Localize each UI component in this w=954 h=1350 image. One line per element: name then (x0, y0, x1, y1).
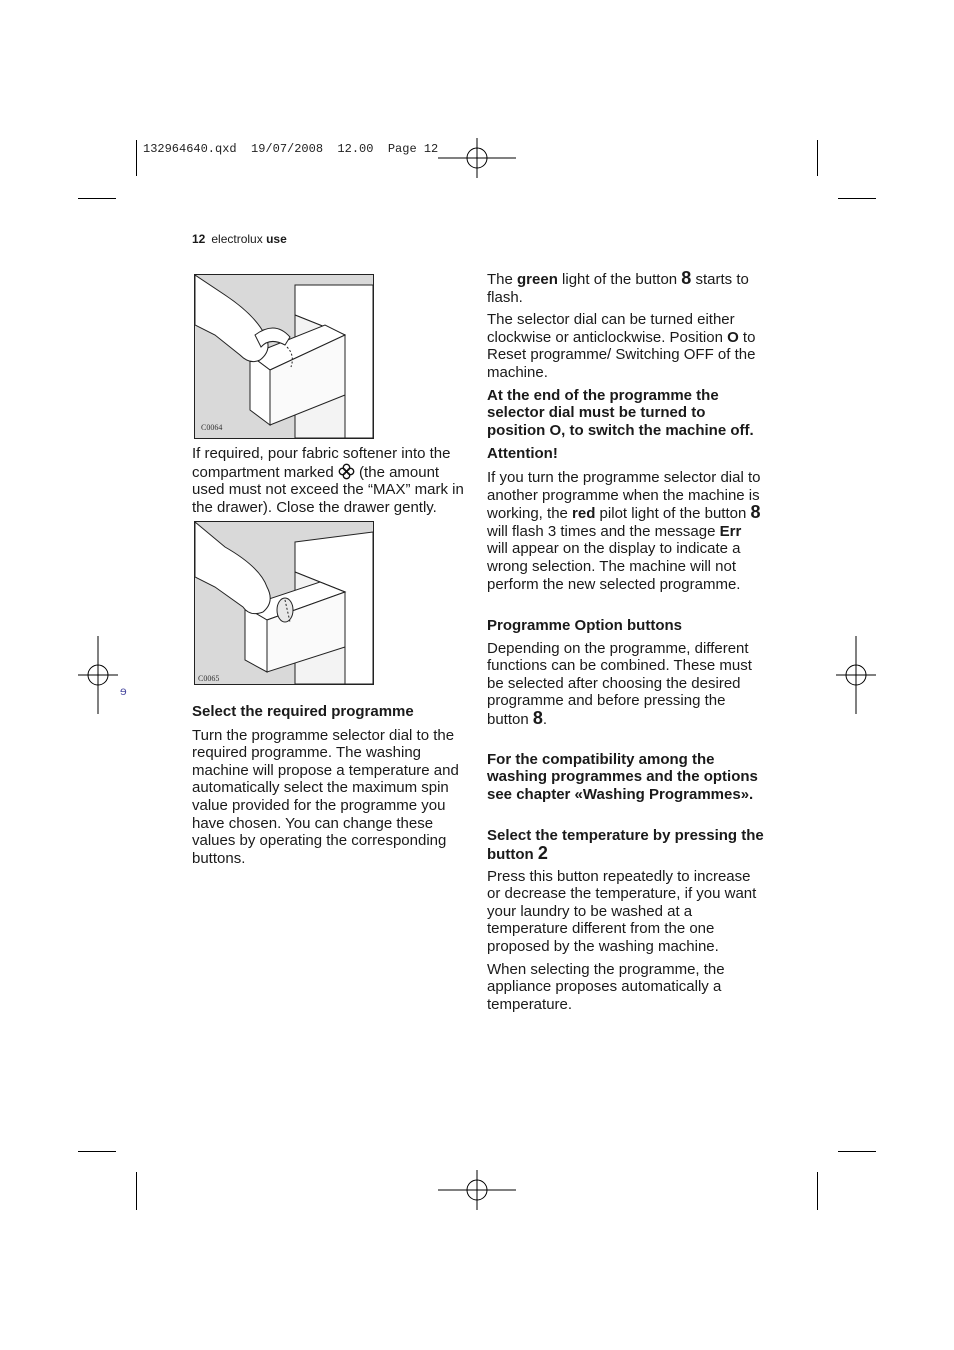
right-column (487, 270, 765, 1018)
option-buttons-paragraph: Depending on the programme, different functions can be combined. These must be selected after choosing the desired programme and before pressing the button 8. (487, 639, 752, 729)
file-slug: 132964640.qxd 19/07/2008 12.00 Page 12 (143, 142, 439, 156)
temperature-paragraph-2: When selecting the programme, the appliance proposes automatically a temperature. (487, 960, 725, 1013)
compatibility-note: For the compatibility among the washing programmes and the options see chapter «Washing Programmes». (487, 750, 758, 803)
selector-dial-paragraph: The selector dial can be turned either clockwise or anticlockwise. Position O to Reset programme/ Switching OFF of the machine. (487, 311, 756, 381)
crop-mark (817, 1172, 818, 1210)
end-of-programme-note: At the end of the programme the selector dial must be turned to position O, to switch the machine off. (487, 386, 754, 439)
registration-mark-icon (836, 636, 876, 714)
crop-mark (78, 198, 116, 199)
registration-mark-icon (78, 636, 118, 714)
select-programme-body: Turn the programme selector dial to the required programme. The washing machine will propose a temperature and automatically select the maximum spin value provided for the programme you have chosen. You can change these values by operating the corresponding buttons. (192, 726, 459, 867)
registration-mark-icon (438, 1170, 516, 1210)
figure-code: C0064 (201, 423, 223, 432)
temperature-heading: Select the temperature by pressing the button 2 (487, 827, 764, 864)
left-column-lower (192, 703, 467, 872)
page-number: 12 (192, 232, 206, 246)
crop-mark (838, 198, 876, 199)
green-light-paragraph: The green light of the button 8 starts to flash. (487, 268, 749, 306)
brand-name: electrolux (211, 232, 263, 246)
attention-heading: Attention! (487, 445, 558, 463)
drawer-illustration-icon (195, 522, 373, 684)
button-8-label: 8 (681, 268, 692, 288)
crop-mark (136, 1172, 137, 1210)
fabric-softener-flower-icon (338, 463, 355, 480)
attention-paragraph: If you turn the programme selector dial to another programme when the machine is working, the red pilot light of the button 8 will flash 3 times and the message Err will appear on the display to indicate a wrong selection. The machine will not perform the new selected programme. (487, 468, 761, 593)
crop-mark (838, 1151, 876, 1152)
crop-mark (817, 140, 818, 176)
softener-paragraph: If required, pour fabric softener into the compartment marked (the amount used must not exceed the “MAX” mark in the drawer). Close the drawer gently. (192, 445, 464, 516)
temperature-paragraph: Press this button repeatedly to increase or decrease the temperature, if you want your laundry to be washed at a temperature different from the one proposed by the washing machine. (487, 867, 757, 955)
select-programme-heading: Select the required programme (192, 703, 414, 720)
figure-close-drawer (194, 521, 374, 685)
figure-pour-softener (194, 274, 374, 439)
stray-glyph: ɘ (120, 684, 127, 698)
crop-mark (78, 1151, 116, 1152)
section-name: use (266, 232, 287, 246)
registration-mark-icon (438, 138, 516, 178)
left-column (192, 445, 467, 521)
drawer-illustration-icon (195, 275, 373, 438)
crop-mark (136, 140, 137, 176)
figure-code: C0065 (198, 674, 220, 683)
page-header (192, 232, 287, 246)
option-buttons-heading: Programme Option buttons (487, 617, 682, 635)
